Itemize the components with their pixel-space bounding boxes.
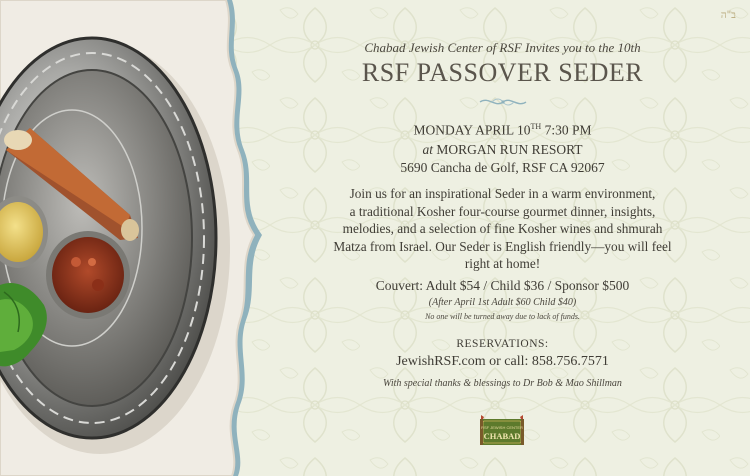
venue-at: at: [422, 142, 433, 157]
event-date-main: MONDAY APRIL 10: [413, 122, 531, 138]
event-date-suffix: TH: [530, 122, 542, 131]
event-title: RSF PASSOVER SEDER: [361, 58, 644, 87]
venue-address: 5690 Cancha de Golf, RSF CA 92067: [400, 160, 605, 175]
description-line: melodies, and a selection of fine Kosher wines and shmurah: [342, 221, 663, 236]
event-venue: [255, 142, 750, 158]
event-time: 7:30 PM: [544, 122, 592, 138]
description-line: Matza from Israel. Our Seder is English friendly—you will feel: [333, 238, 672, 254]
event-date: [255, 122, 750, 139]
flourish-divider-icon: [478, 94, 528, 110]
late-pricing: (After April 1st Adult $60 Child $40): [428, 297, 577, 308]
special-thanks: With special thanks & blessings to Dr Bob & Mao Shillman: [383, 378, 622, 389]
funds-note: No one will be turned away due to lack of funds.: [425, 312, 580, 321]
invitation-intro: Chabad Jewish Center of RSF Invites you to the 10th: [364, 40, 641, 55]
couvert-pricing: Couvert: Adult $54 / Child $36 / Sponsor $500: [375, 278, 630, 293]
logo-top-text: RSF JEWISH CENTER: [481, 425, 523, 430]
chabad-logo: [479, 413, 525, 449]
description-line: right at home!: [464, 256, 541, 271]
invitation-content: [255, 0, 750, 476]
venue-name: MORGAN RUN RESORT: [436, 142, 583, 157]
reservations-label: RESERVATIONS:: [456, 338, 549, 350]
description-line: a traditional Kosher four-course gourmet dinner, insights,: [349, 203, 656, 219]
reservations-contact: JewishRSF.com or call: 858.756.7571: [396, 354, 609, 369]
hebrew-mark: ב"ה: [720, 10, 736, 21]
description-line: Join us for an inspirational Seder in a warm environment,: [349, 186, 656, 201]
event-description: [285, 185, 720, 273]
logo-main-text: CHABAD: [483, 431, 521, 441]
